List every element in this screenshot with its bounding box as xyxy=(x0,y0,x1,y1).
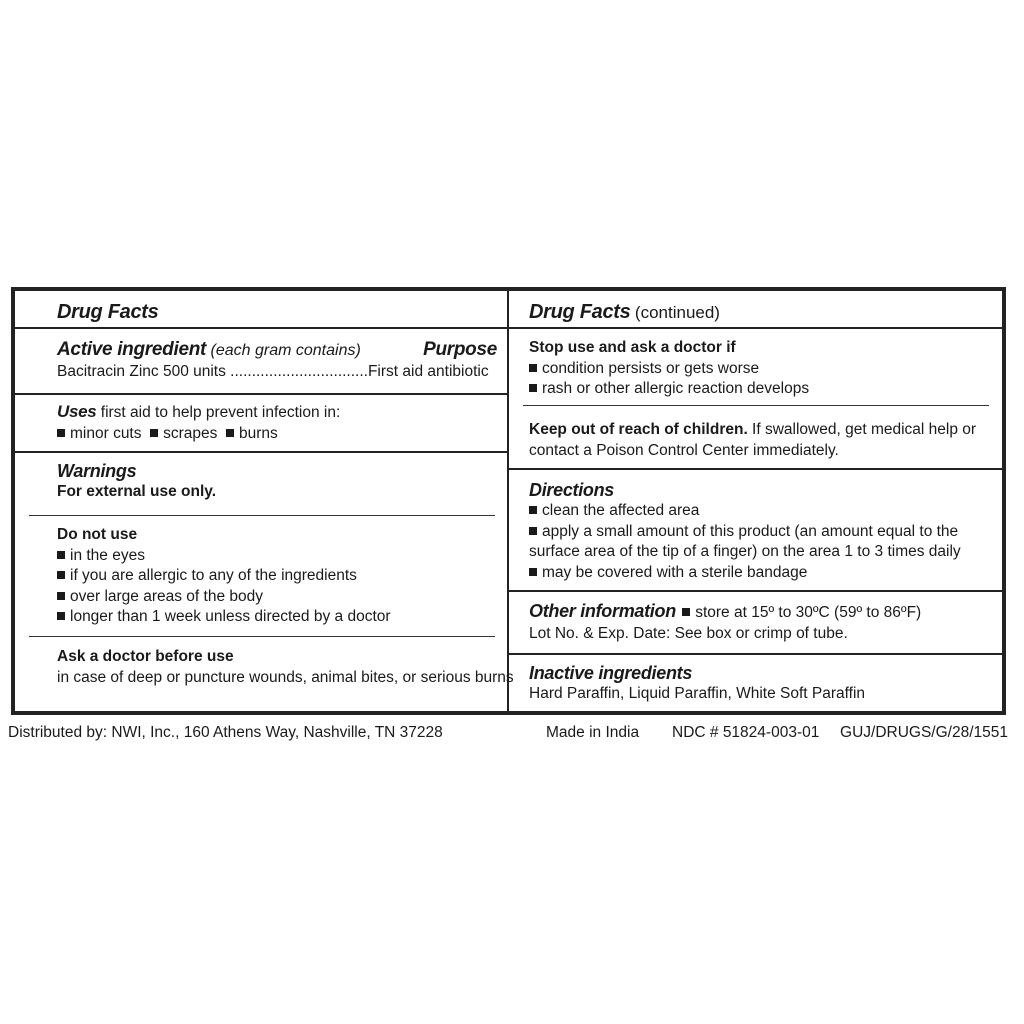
other-info-heading: Other information xyxy=(529,601,676,621)
lot-text: Lot No. & Exp. Date: See box or crimp of tube. xyxy=(529,624,848,642)
active-ingredient-heading: Active ingredient xyxy=(57,339,207,360)
warnings-section xyxy=(57,461,507,503)
keep-out-text: contact a Poison Control Center immediately. xyxy=(529,441,839,459)
left-title xyxy=(57,301,507,324)
list-item: burns xyxy=(239,424,278,442)
inactive-ingredients-heading: Inactive ingredients xyxy=(529,663,693,683)
divider xyxy=(509,468,1002,470)
bullet-icon xyxy=(529,527,537,535)
external-use-text: For external use only. xyxy=(57,483,217,500)
list-item-continued: surface area of the tip of a finger) on the area 1 to 3 times daily xyxy=(529,543,961,560)
active-ingredient-line: Bacitracin Zinc 500 units ................................First aid antibiotic xyxy=(57,363,489,380)
ask-doctor-text: in case of deep or puncture wounds, animal bites, or serious burns xyxy=(57,668,514,686)
ask-doctor-heading: Ask a doctor before use xyxy=(57,648,234,665)
bullet-icon xyxy=(529,364,537,372)
distributed-by-text: Distributed by: NWI, Inc., 160 Athens Way, Nashville, TN 37228 xyxy=(8,724,443,741)
uses-section xyxy=(57,402,507,444)
list-item: condition persists or gets worse xyxy=(542,359,760,377)
bullet-icon xyxy=(57,571,65,579)
left-column xyxy=(15,291,514,711)
divider xyxy=(15,327,507,329)
made-in-text: Made in India xyxy=(546,724,640,741)
bullet-icon xyxy=(529,568,537,576)
uses-items xyxy=(57,424,507,445)
right-title xyxy=(529,301,1002,324)
do-not-use-section xyxy=(57,525,507,628)
list-item: may be covered with a sterile bandage xyxy=(542,563,808,581)
ask-doctor-section xyxy=(57,647,514,688)
right-column xyxy=(509,291,1002,711)
license-number: GUJ/DRUGS/G/28/1551 xyxy=(840,724,1008,741)
inactive-ingredients-text: Hard Paraffin, Liquid Paraffin, White Soft Paraffin xyxy=(529,685,866,702)
drug-facts-title: Drug Facts xyxy=(57,301,159,323)
bullet-icon xyxy=(57,429,65,437)
list-item: if you are allergic to any of the ingredients xyxy=(70,567,357,584)
divider xyxy=(509,327,1002,329)
list-item: scrapes xyxy=(163,424,218,442)
storage-text: store at 15º to 30ºC (59º to 86ºF) xyxy=(695,604,922,621)
bullet-icon xyxy=(682,608,690,616)
ndc-number: NDC # 51824-003-01 xyxy=(672,724,820,741)
list-item: in the eyes xyxy=(70,546,145,564)
other-info-section xyxy=(529,601,1002,644)
list-item: longer than 1 week unless directed by a doctor xyxy=(70,608,391,625)
divider xyxy=(15,393,507,395)
stop-use-heading: Stop use and ask a doctor if xyxy=(529,339,736,356)
active-ingredient-section xyxy=(57,339,507,383)
bullet-icon xyxy=(150,429,158,437)
keep-out-text: If swallowed, get medical help or xyxy=(747,421,977,438)
bullet-icon xyxy=(529,384,537,392)
list-item: minor cuts xyxy=(70,424,142,442)
uses-heading: Uses xyxy=(57,402,97,421)
bullet-icon xyxy=(57,612,65,620)
active-ingredient-sub: (each gram contains) xyxy=(210,342,361,359)
keep-out-section xyxy=(529,420,1002,461)
warnings-heading: Warnings xyxy=(57,461,137,481)
divider xyxy=(523,405,989,406)
drug-facts-title: Drug Facts xyxy=(529,301,631,323)
list-item: rash or other allergic reaction develops xyxy=(542,380,810,397)
drug-facts-label xyxy=(11,287,1006,715)
list-item: apply a small amount of this product (an amount equal to the xyxy=(542,522,959,540)
do-not-use-heading: Do not use xyxy=(57,526,138,543)
divider xyxy=(15,451,507,453)
bullet-icon xyxy=(529,506,537,514)
uses-intro: first aid to help prevent infection in: xyxy=(100,404,341,421)
bullet-icon xyxy=(57,551,65,559)
purpose-heading: Purpose xyxy=(423,339,497,360)
divider xyxy=(509,653,1002,655)
inactive-ingredients-section xyxy=(529,663,1002,705)
divider xyxy=(29,636,495,637)
list-item: clean the affected area xyxy=(542,502,700,519)
bullet-icon xyxy=(57,592,65,600)
directions-section xyxy=(529,480,1002,583)
divider xyxy=(29,515,495,516)
continued-label: (continued) xyxy=(634,303,720,322)
directions-heading: Directions xyxy=(529,480,615,500)
bullet-icon xyxy=(226,429,234,437)
keep-out-heading: Keep out of reach of children. xyxy=(529,421,748,438)
divider xyxy=(509,590,1002,592)
list-item: over large areas of the body xyxy=(70,587,264,605)
stop-use-section xyxy=(529,338,1002,400)
